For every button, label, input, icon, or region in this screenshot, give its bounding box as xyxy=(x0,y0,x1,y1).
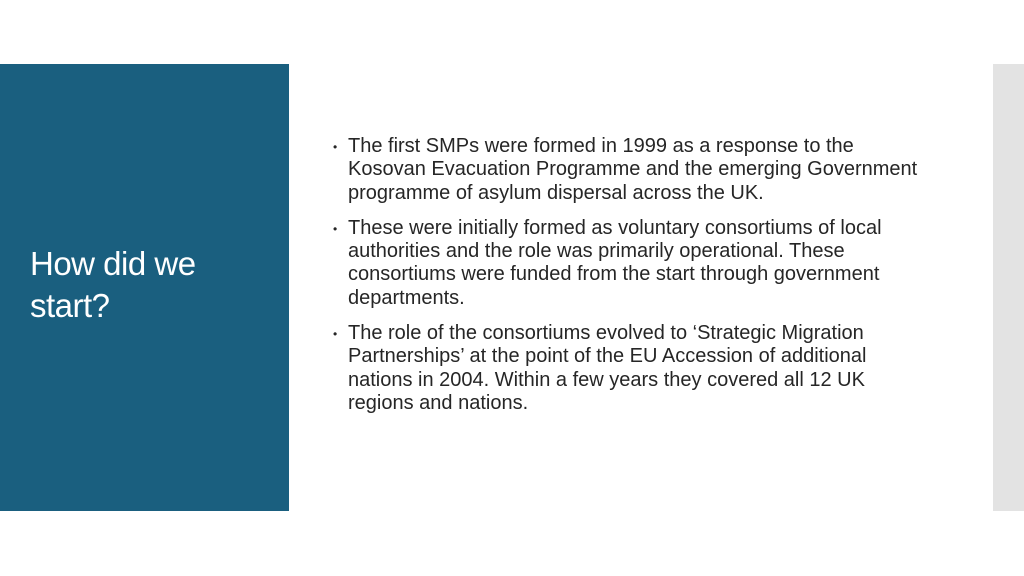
slide-title: How did we start? xyxy=(30,245,196,324)
bullet-item xyxy=(330,322,930,415)
bullet-text: The role of the consortiums evolved to ‘Strategic Migration Partnerships’ at the point of the EU Accession of additional nations in 2004. Within a few years they covered all 12 UK regions and nations. xyxy=(348,322,867,414)
bullet-icon: • xyxy=(333,140,338,154)
bullet-item xyxy=(330,217,930,310)
bullet-icon: • xyxy=(333,327,338,342)
bullet-text: The first SMPs were formed in 1999 as a response to the Kosovan Evacuation Programme and the emerging Government programme of asylum dispersal across the UK. xyxy=(348,135,918,204)
bullet-icon: • xyxy=(333,221,338,236)
bullet-item xyxy=(330,135,930,205)
bullet-text: These were initially formed as voluntary consortiums of local authorities and the role was primarily operational. These consortiums were funded from the start through government departments. xyxy=(348,216,882,309)
bullet-list xyxy=(330,135,930,427)
right-accent-bar xyxy=(993,64,1024,511)
